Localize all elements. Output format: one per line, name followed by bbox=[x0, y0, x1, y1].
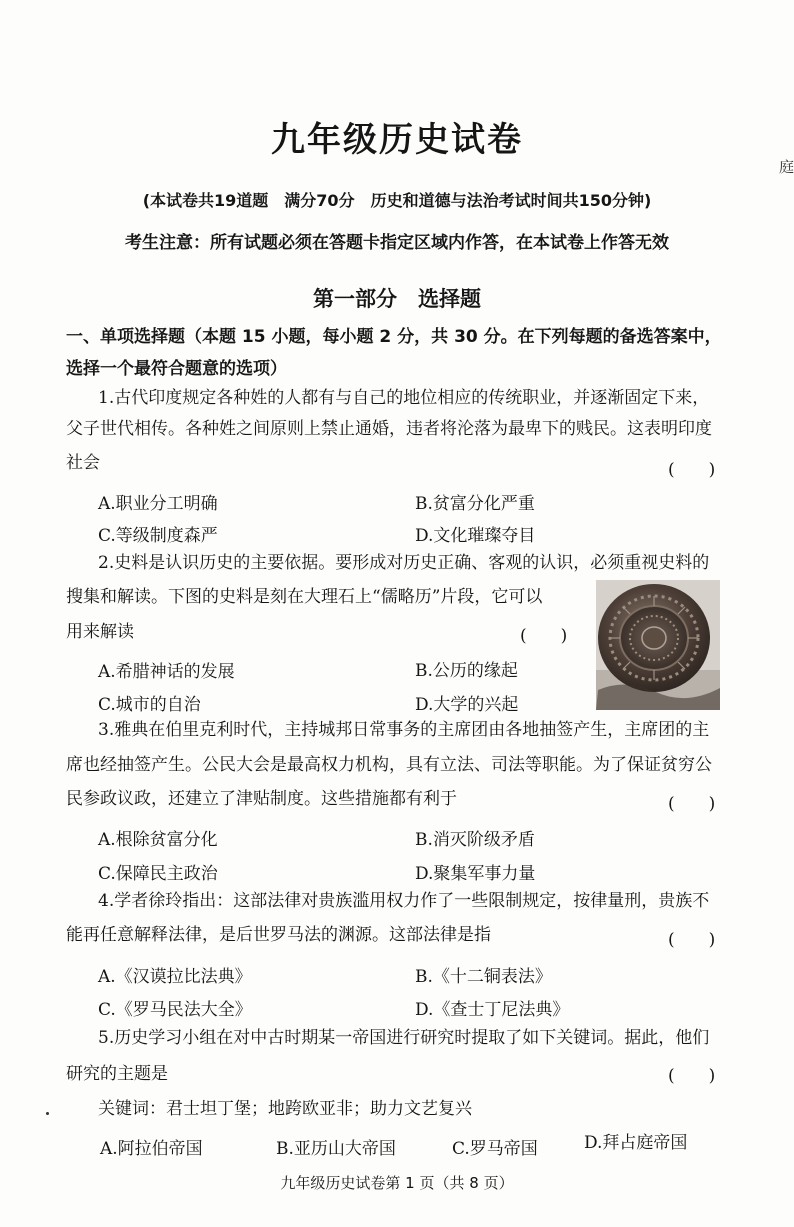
question-3-option-b[interactable]: B.消灭阶级矛盾 bbox=[415, 830, 535, 850]
question-2-line-3: 用来解读 bbox=[66, 622, 134, 642]
question-2-option-a[interactable]: A.希腊神话的发展 bbox=[98, 662, 235, 682]
question-1-line-2: 父子世代相传。各种姓之间原则上禁止通婚，违者将沦落为最卑下的贱民。这表明印度 bbox=[66, 419, 712, 439]
section-instruction-line-1: 一、单项选择题（本题 15 小题，每小题 2 分，共 30 分。在下列每题的备选答案中， bbox=[66, 327, 722, 347]
question-5-option-b[interactable]: B.亚历山大帝国 bbox=[276, 1139, 396, 1159]
section-instruction-line-2: 选择一个最符合题意的选项） bbox=[66, 359, 287, 379]
question-3-option-c[interactable]: C.保障民主政治 bbox=[98, 864, 218, 884]
question-4-option-c[interactable]: C.《罗马民法大全》 bbox=[98, 1000, 252, 1020]
marble-calendar-photo bbox=[596, 580, 720, 710]
question-5-option-a[interactable]: A.阿拉伯帝国 bbox=[100, 1139, 203, 1159]
question-4-option-b[interactable]: B.《十二铜表法》 bbox=[415, 967, 552, 987]
question-5-answer-blank[interactable]: ( ) bbox=[668, 1066, 716, 1086]
exam-title: 九年级历史试卷 bbox=[271, 120, 523, 160]
question-5-line-2: 研究的主题是 bbox=[66, 1064, 168, 1084]
question-3-option-a[interactable]: A.根除贫富分化 bbox=[98, 830, 218, 850]
question-2-line-1: 2.史料是认识历史的主要依据。要形成对历史正确、客观的认识，必须重视史料的 bbox=[98, 553, 710, 573]
page-footer: 九年级历史试卷第 1 页（共 8 页） bbox=[280, 1174, 514, 1192]
exam-notice: 考生注意：所有试题必须在答题卡指定区域内作答，在本试卷上作答无效 bbox=[125, 233, 669, 253]
question-4-option-a[interactable]: A.《汉谟拉比法典》 bbox=[98, 967, 252, 987]
cut-off-side-text: 庭 bbox=[778, 158, 794, 176]
question-1-option-b[interactable]: B.贫富分化严重 bbox=[415, 494, 535, 514]
exam-subtitle: (本试卷共19道题 满分70分 历史和道德与法治考试时间共150分钟) bbox=[142, 191, 652, 210]
question-2-line-2: 搜集和解读。下图的史料是刻在大理石上“儒略历”片段，它可以 bbox=[66, 587, 543, 607]
question-3-answer-blank[interactable]: ( ) bbox=[668, 794, 716, 814]
question-3-line-3: 民参政议政，还建立了津贴制度。这些措施都有利于 bbox=[66, 789, 457, 809]
question-1-answer-blank[interactable]: ( ) bbox=[668, 460, 716, 480]
question-1-option-c[interactable]: C.等级制度森严 bbox=[98, 526, 218, 546]
question-2-option-d[interactable]: D.大学的兴起 bbox=[415, 695, 519, 715]
question-4-answer-blank[interactable]: ( ) bbox=[668, 930, 716, 950]
scan-speck bbox=[46, 1112, 49, 1115]
question-2-answer-blank[interactable]: ( ) bbox=[520, 626, 568, 646]
question-3-option-d[interactable]: D.聚集军事力量 bbox=[415, 864, 536, 884]
question-1-option-d[interactable]: D.文化璀璨夺目 bbox=[415, 526, 536, 546]
question-1-option-a[interactable]: A.职业分工明确 bbox=[98, 494, 218, 514]
question-5-option-c[interactable]: C.罗马帝国 bbox=[452, 1139, 538, 1159]
question-4-line-2: 能再任意解释法律，是后世罗马法的渊源。这部法律是指 bbox=[66, 925, 491, 945]
question-2-option-b[interactable]: B.公历的缘起 bbox=[415, 661, 518, 681]
question-1-line-1: 1.古代印度规定各种姓的人都有与自己的地位相应的传统职业，并逐渐固定下来， bbox=[98, 388, 710, 408]
question-5-line-1: 5.历史学习小组在对中古时期某一帝国进行研究时提取了如下关键词。据此，他们 bbox=[98, 1028, 710, 1048]
part-title: 第一部分 选择题 bbox=[313, 287, 481, 311]
question-3-line-1: 3.雅典在伯里克利时代，主持城邦日常事务的主席团由各地抽签产生，主席团的主 bbox=[98, 720, 710, 740]
question-5-option-d[interactable]: D.拜占庭帝国 bbox=[584, 1133, 688, 1153]
question-2-option-c[interactable]: C.城市的自治 bbox=[98, 695, 201, 715]
question-4-line-1: 4.学者徐玲指出：这部法律对贵族滥用权力作了一些限制规定，按律量刑，贵族不 bbox=[98, 891, 710, 911]
question-3-line-2: 席也经抽签产生。公民大会是最高权力机构，具有立法、司法等职能。为了保证贫穷公 bbox=[66, 755, 712, 775]
question-4-option-d[interactable]: D.《查士丁尼法典》 bbox=[415, 1000, 570, 1020]
question-1-line-3: 社会 bbox=[66, 453, 100, 473]
question-5-keywords: 关键词：君士坦丁堡；地跨欧亚非；助力文艺复兴 bbox=[98, 1099, 472, 1119]
